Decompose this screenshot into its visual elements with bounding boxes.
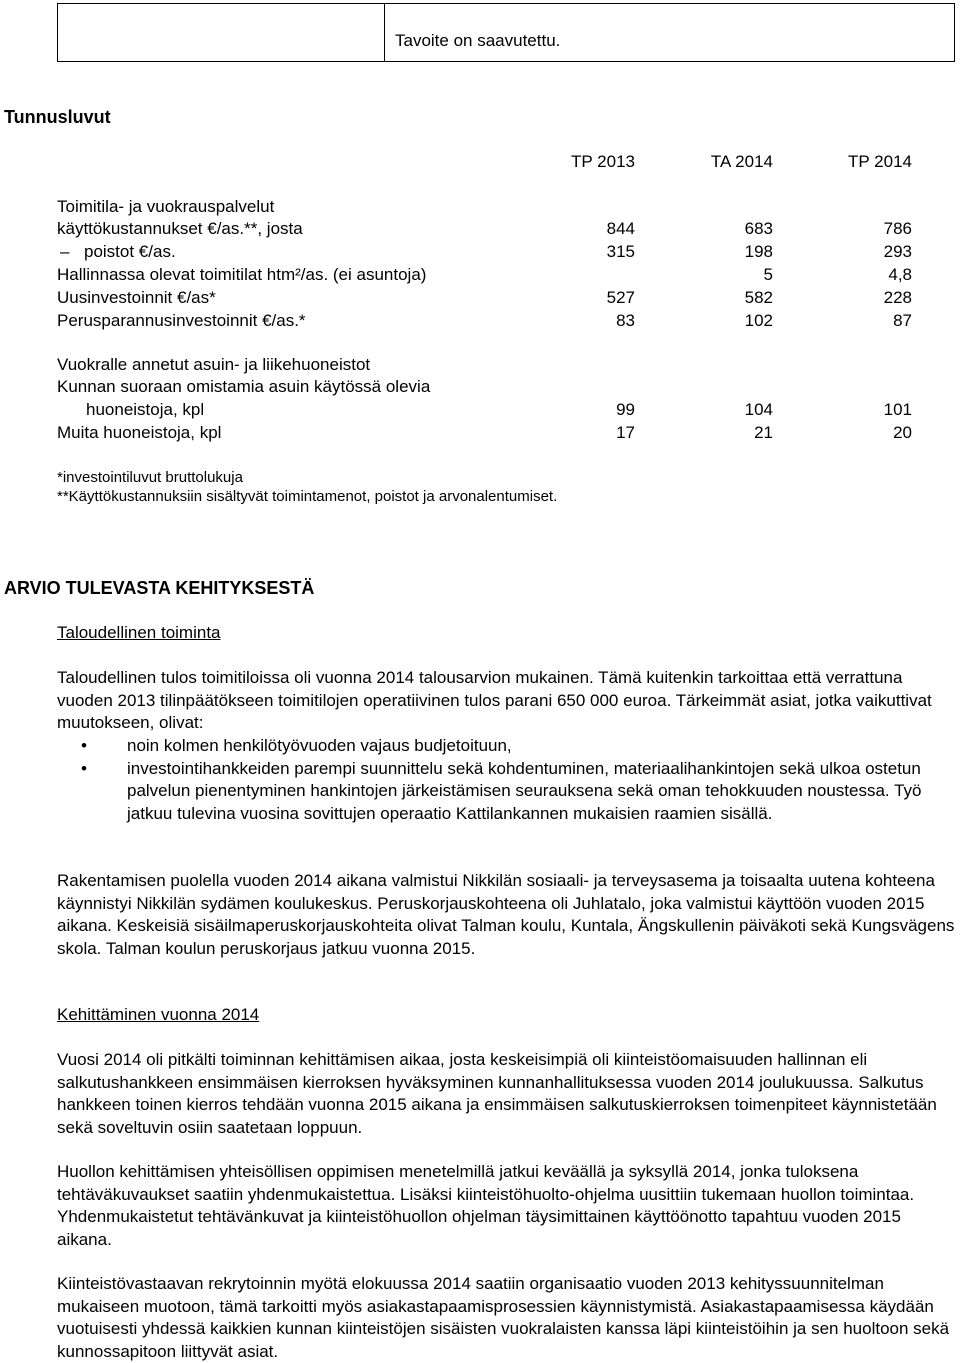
- section-heading-tunnusluvut: Tunnusluvut: [4, 107, 111, 127]
- table-cell: 786: [883, 219, 912, 238]
- table-cell: 83: [616, 311, 635, 330]
- paragraph-taloudellinen: [57, 667, 957, 735]
- list-item-text: noin kolmen henkilötyövuoden vajaus budjetoituun,: [127, 736, 512, 755]
- paragraph-text: Taloudellinen tulos toimitiloissa oli vuonna 2014 talousarvion mukainen. Tämä kuitenkin tarkoittaa että verrattuna vuoden 2013 tilinpäätökseen toimitilojen operatiivinen tulos parani 650 000 euroa. Tärkeimmät asiat, jotka vaikuttivat muutokseen, olivat:: [57, 668, 932, 732]
- table-cell: 582: [744, 288, 773, 307]
- table-cell: 844: [606, 219, 635, 238]
- table-cell: 87: [893, 311, 912, 330]
- paragraph-text: Huollon kehittämisen yhteisöllisen oppimisen menetelmillä jatkui keväällä ja syksyllä 2014, jonka tuloksena tehtäväkuvaukset saatiin yhdenmukaistettua. Lisäksi kiinteistöhuolto-ohjelma uusittiin tukemaan huollon toimintaa. Yhdenmukaistetut tehtävänkuvat ja kiinteistöhuollon ohjelman täysimittainen käyttöönotto tapahtuu vuoden 2015 aikana.: [57, 1162, 915, 1249]
- group-label-toimitila: Toimitila- ja vuokrauspalvelut: [57, 197, 275, 216]
- table-cell: 228: [883, 288, 912, 307]
- table-cell: 101: [883, 400, 912, 419]
- group-label-vuokralle: Vuokralle annetut asuin- ja liikehuoneistot: [57, 355, 371, 374]
- footnote-investment: *investointiluvut bruttolukuja: [57, 469, 243, 486]
- table-cell: 527: [606, 288, 635, 307]
- column-header-tp2013: TP 2013: [571, 152, 635, 171]
- paragraph-rakentaminen: [57, 870, 957, 960]
- table-cell: 315: [606, 242, 635, 261]
- table-cell: 104: [744, 400, 773, 419]
- row-label: Uusinvestoinnit €/as*: [57, 288, 216, 307]
- row-label: poistot €/as.: [84, 242, 176, 261]
- paragraph-text: Kiinteistövastaavan rekrytoinnin myötä elokuussa 2014 saatiin organisaatio vuoden 2013 kehityssuunnitelman mukaiseen muotoon, tämä tarkoitti myös asiakastapaamisprosessien käynnistymistä. Asiakastapaamisessa käydään vuotuisesti yhdessä kaikkien kunnan kiinteistöjen sisäisten vuokralaisten kanssa läpi kiinteistöihin ja sen huoltoon sekä kunnossapitoon liittyvät asiat.: [57, 1274, 950, 1361]
- table-cell: 99: [616, 400, 635, 419]
- row-label: käyttökustannukset €/as.**, josta: [57, 219, 303, 238]
- subheading-taloudellinen: Taloudellinen toiminta: [57, 623, 221, 642]
- table-cell: 102: [744, 311, 773, 330]
- table-cell: 21: [754, 423, 773, 442]
- paragraph-text: Rakentamisen puolella vuoden 2014 aikana valmistui Nikkilän sosiaali- ja terveysasema ja toisaalta uutena kohteena käynnistyi Nikkilän sydämen koulukeskus. Peruskorjauskohteena oli Juhlatalo, joka valmistui käyttöön vuoden 2015 aikana. Keskeisiä sisäilmaperuskorjauskohteita olivat Talman koulu, Kuntala, Ängskullenin päiväkoti sekä Kungsvägens skola. Talman koulun peruskorjaus jatkuu vuonna 2015.: [57, 871, 955, 958]
- bullet-icon: •: [81, 736, 87, 755]
- footnote-costs: **Käyttökustannuksiin sisältyvät toimintamenot, poistot ja arvonalentumiset.: [57, 488, 558, 505]
- dash-icon: –: [60, 242, 70, 261]
- list-item: [57, 758, 957, 826]
- table-cell: 198: [744, 242, 773, 261]
- list-item: [57, 735, 957, 758]
- row-label: Hallinnassa olevat toimitilat htm²/as. (ei asuntoja): [57, 265, 427, 284]
- table-cell: 4,8: [888, 265, 912, 284]
- row-label: huoneistoja, kpl: [86, 400, 205, 419]
- row-label: Perusparannusinvestoinnit €/as.*: [57, 311, 306, 330]
- group-sublabel: Kunnan suoraan omistamia asuin käytössä olevia: [57, 377, 431, 396]
- status-text: Tavoite on saavutettu.: [395, 31, 561, 50]
- table-cell: 293: [883, 242, 912, 261]
- table-cell: 5: [763, 265, 773, 284]
- subheading-kehittaminen: Kehittäminen vuonna 2014: [57, 1005, 260, 1024]
- section-heading-arvio: ARVIO TULEVASTA KEHITYKSESTÄ: [4, 578, 315, 598]
- bullet-list: [57, 735, 957, 825]
- column-header-tp2014: TP 2014: [848, 152, 912, 171]
- paragraph-kiinteistovastaava: [57, 1273, 957, 1363]
- table-cell: 683: [744, 219, 773, 238]
- table-cell: 20: [893, 423, 912, 442]
- status-box-divider: [384, 4, 385, 61]
- bullet-icon: •: [81, 758, 87, 778]
- paragraph-kehittaminen: [57, 1049, 957, 1139]
- list-item-text: investointihankkeiden parempi suunnittelu sekä kohdentuminen, materiaalihankintojen sekä ulkoa ostetun palvelun pienentyminen hankintojen järkeistämisen seurauksena sekä oman tehokkuuden noustessa. Työ jatkuu tulevina vuosina sovittujen operaatio Kattilankannen mukaisien raamien sisällä.: [127, 758, 922, 823]
- column-header-ta2014: TA 2014: [710, 152, 773, 171]
- status-box: [57, 3, 955, 62]
- paragraph-text: Vuosi 2014 oli pitkälti toiminnan kehittämisen aikaa, josta keskeisimpiä oli kiinteistöomaisuuden hallinnan eli salkutushankkeen ensimmäisen kierroksen hyväksyminen kunnanhallituksessa vuoden 2014 joulukuussa. Salkutus hankkeen toinen kierros tehdään vuonna 2015 aikana ja ensimmäisen salkutuskierroksen toimenpiteet käynnistetään sekä soveltuvin osiin saatetaan loppuun.: [57, 1050, 937, 1137]
- table-cell: 17: [616, 423, 635, 442]
- paragraph-huolto: [57, 1161, 957, 1251]
- row-label: Muita huoneistoja, kpl: [57, 423, 222, 442]
